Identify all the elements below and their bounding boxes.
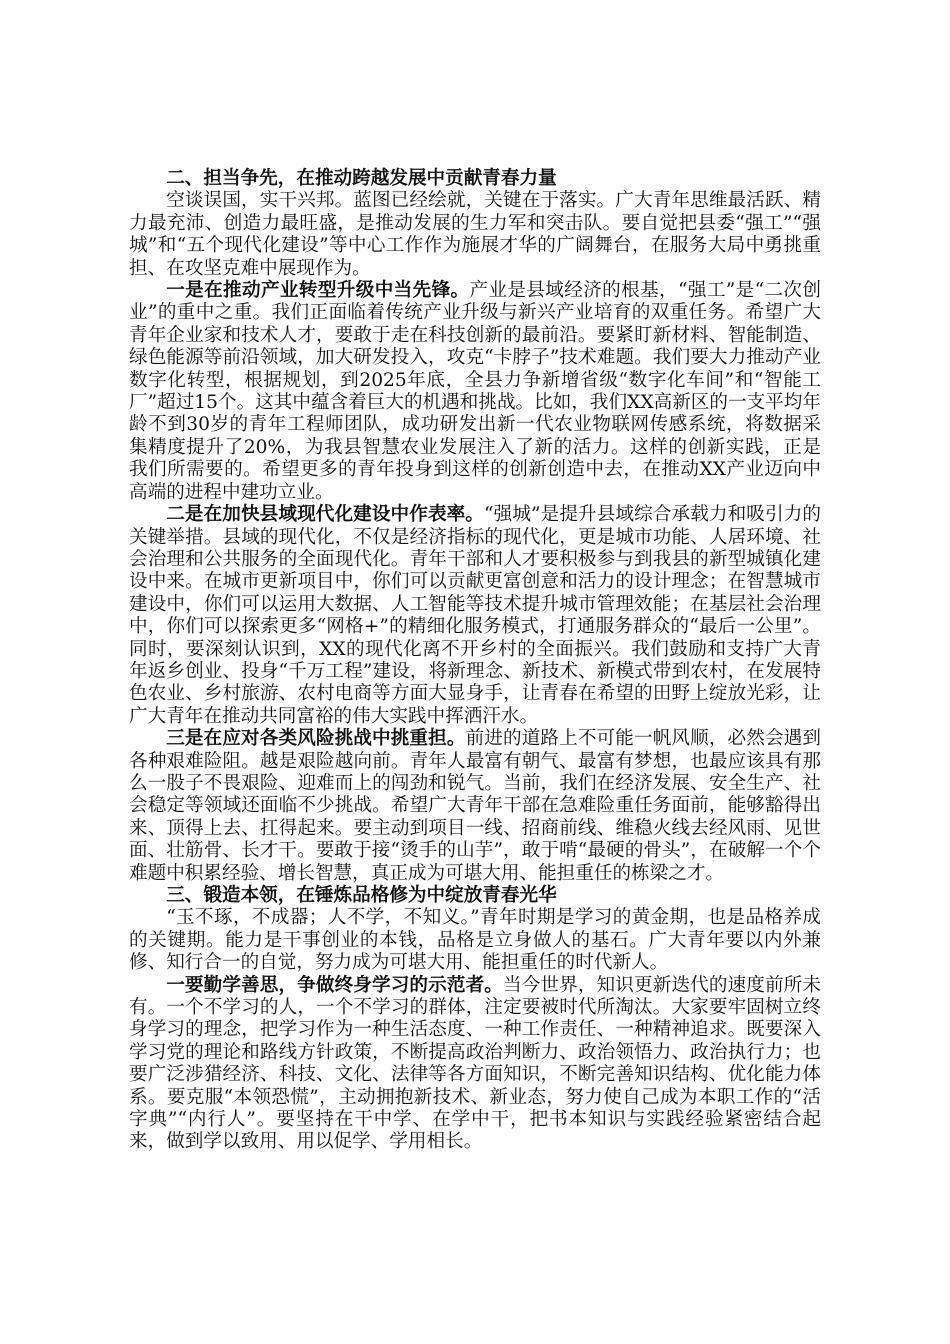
document-body	[129, 168, 821, 1154]
paragraph-lead: 三是在应对各类风险挑战中挑重担。	[166, 728, 466, 750]
paragraph-body: 产业是县域经济的根基，“强工”是“二次创业”的重中之重。我们正面临着传统产业升级与新兴产业培育的双重任务。希望广大青年企业家和技术人才，要敢于走在科技创新的最前沿。要紧盯新材料、智能制造、绿色能源等前沿领域，加大研发投入，攻克“卡脖子”技术难题。我们要大力推动产业数字化转型，根据规划，到2025年底，全县力争新增省级“数字化车间”和“智能工厂”超过15个。这其中蕴含着巨大的机遇和挑战。比如，我们XX高新区的一支平均年龄不到30岁的青年工程师团队，成功研发出新一代农业物联网传感系统，将数据采集精度提升了20%，为我县智慧农业发展注入了新的活力。这样的创新实践，正是我们所需要的。希望更多的青年投身到这样的创新创造中去，在推动XX产业迈向中高端的进程中建功立业。	[129, 280, 821, 503]
paragraph-industry	[129, 280, 821, 504]
paragraph-body: 当今世界，知识更新迭代的速度前所未有。一个不学习的人，一个不学习的群体，注定要被时代所淘汰。大家要牢固树立终身学习的理念，把学习作为一种生活态度、一种工作责任、一种精神追求。既要深入学习党的理论和路线方针政策，不断提高政治判断力、政治领悟力、政治执行力；也要广泛涉猎经济、科技、文化、法律等各方面知识，不断完善知识结构、优化能力体系。要克服“本领恐慌”，主动拥抱新技术、新业态，努力使自己成为本职工作的“活字典”“内行人”。要坚持在干中学、在学中干，把书本知识与实践经验紧密结合起来，做到学以致用、用以促学、学用相长。	[129, 974, 821, 1153]
paragraph-learning	[129, 975, 821, 1154]
section-intro-2: 空谈误国，实干兴邦。蓝图已经绘就，关键在于落实。广大青年思维最活跃、精力最充沛、创造力最旺盛，是推动发展的生力军和突击队。要自觉把县委“强工”“强城”和“五个现代化建设”等中心工作作为施展才华的广阔舞台，在服务大局中勇挑重担、在攻坚克难中展现作为。	[129, 190, 821, 279]
section-heading-3: 三、锻造本领，在锤炼品格修为中绽放青春光华	[166, 885, 557, 906]
paragraph-risk	[129, 728, 821, 885]
section-intro-3: “玉不琢，不成器；人不学，不知义。”青年时期是学习的黄金期，也是品格养成的关键期。能力是干事创业的本钱，品格是立身做人的基石。广大青年要以内外兼修、知行合一的自觉，努力成为可堪大用、能担重任的时代新人。	[129, 907, 821, 974]
paragraph-body: “强城”是提升县域综合承载力和吸引力的关键举措。县域的现代化，不仅是经济指标的现代化，更是城市功能、人居环境、社会治理和公共服务的全面现代化。青年干部和人才要积极参与到我县的新型城镇化建设中来。在城市更新项目中，你们可以贡献更富创意和活力的设计理念；在智慧城市建设中，你们可以运用大数据、人工智能等技术提升城市管理效能；在基层社会治理中，你们可以探索更多“网格+”的精细化服务模式，打通服务群众的“最后一公里”。同时，要深刻认识到，XX的现代化离不开乡村的全面振兴。我们鼓励和支持广大青年返乡创业、投身“千万工程”建设，将新理念、新技术、新模式带到农村，在发展特色农业、乡村旅游、农村电商等方面大显身手，让青春在希望的田野上绽放光彩，让广大青年在推动共同富裕的伟大实践中挥洒汗水。	[129, 504, 821, 727]
paragraph-lead: 一是在推动产业转型升级中当先锋。	[166, 280, 470, 302]
paragraph-lead: 一要勤学善思，争做终身学习的示范者。	[166, 974, 503, 996]
paragraph-body: 前进的道路上不可能一帆风顺，必然会遇到各种艰难险阻。越是艰险越向前。青年人最富有朝气、最富有梦想，也最应该具有那么一股子不畏艰险、迎难而上的闯劲和锐气。当前，我们在经济发展、安全生产、社会稳定等领域还面临不少挑战。希望广大青年干部在急难险重任务面前，能够豁得出来、顶得上去、扛得起来。要主动到项目一线、招商前线、维稳火线去经风雨、见世面、壮筋骨、长才干。要敢于接“烫手的山芋”，敢于啃“最硬的骨头”，在破解一个个难题中积累经验、增长智慧，真正成为可堪大用、能担重任的栋梁之才。	[129, 728, 821, 884]
section-heading-2: 二、担当争先，在推动跨越发展中贡献青春力量	[166, 168, 557, 189]
paragraph-modernization	[129, 504, 821, 728]
paragraph-lead: 二是在加快县域现代化建设中作表率。	[166, 504, 485, 526]
